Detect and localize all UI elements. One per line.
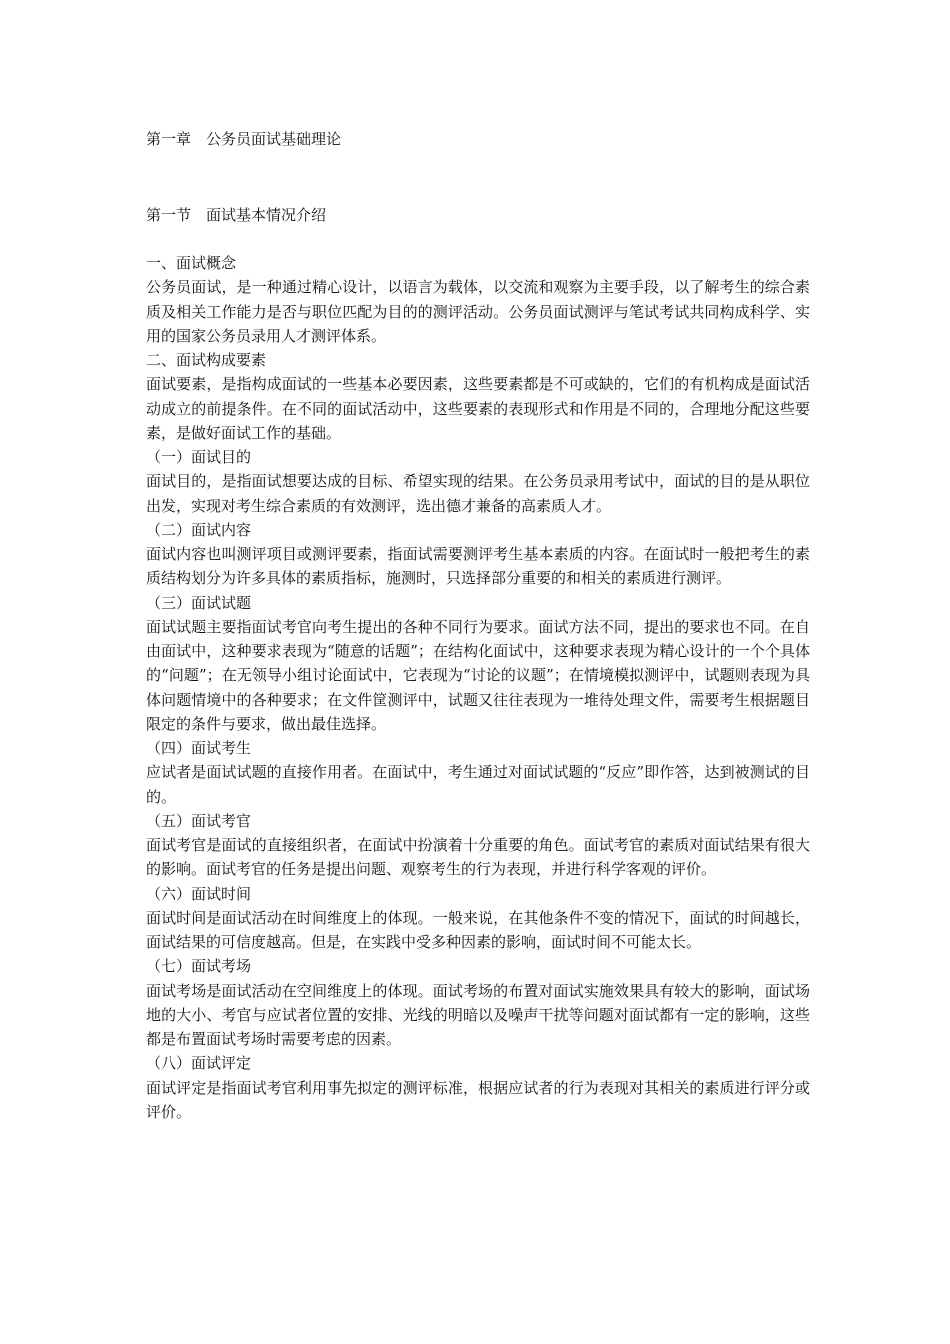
subsection-heading: （一）面试目的 xyxy=(146,448,252,466)
subsection-heading: （五）面试考官 xyxy=(146,811,252,830)
paragraph: 面试目的，是指面试想要达成的目标、希望实现的结果。在公务员录用考试中，面试的目的是从职位出发，实现对考生综合素质的有效测评，选出德才兼备的高素质人才。 xyxy=(146,472,810,515)
subsection-heading: （三）面试试题 xyxy=(146,593,252,612)
paragraph: 面试评定是指面试考官利用事先拟定的测评标准，根据应试者的行为表现对其相关的素质进行评分或评价。 xyxy=(146,1078,810,1121)
paragraph: 面试内容也叫测评项目或测评要素，指面试需要测评考生基本素质的内容。在面试时一般把考生的素质结构划分为许多具体的素质指标，施测时，只选择部分重要的和相关的素质进行测评。 xyxy=(146,545,810,588)
section-title: 第一节 面试基本情况介绍 xyxy=(146,206,327,224)
subsection-heading: （八）面试评定 xyxy=(146,1054,252,1073)
document-body xyxy=(146,251,810,1124)
paragraph: 应试者是面试试题的直接作用者。在面试中，考生通过对面试试题的“反应”即作答，达到被测试的目的。 xyxy=(146,763,810,806)
subsection-heading: （二）面试内容 xyxy=(146,520,252,539)
subsection-heading: （七）面试考场 xyxy=(146,957,252,976)
subsection-heading: （四）面试考生 xyxy=(146,739,252,757)
paragraph: 面试考官是面试的直接组织者，在面试中扮演着十分重要的角色。面试考官的素质对面试结果有很大的影响。面试考官的任务是提出问题、观察考生的行为表现，并进行科学客观的评价。 xyxy=(146,836,810,879)
subsection-heading: 二、面试构成要素 xyxy=(146,351,267,369)
subsection-heading: （六）面试时间 xyxy=(146,884,252,903)
paragraph: 面试试题主要指面试考官向考生提出的各种不同行为要求。面试方法不同，提出的要求也不同。在自由面试中，这种要求表现为“随意的话题”；在结构化面试中，这种要求表现为精心设计的一个个具体的“问题”；在无领导小组讨论面试中，它表现为“讨论的议题”；在情境模拟测评中，试题则表现为具体问题情境中的各种要求；在文件筐测评中，试题又往往表现为一堆待处理文件，需要考生根据题目限定的条件与要求，做出最佳选择。 xyxy=(146,617,810,733)
paragraph: 面试考场是面试活动在空间维度上的体现。面试考场的布置对面试实施效果具有较大的影响，面试场地的大小、考官与应试者位置的安排、光线的明暗以及噪声干扰等问题对面试都有一定的影响，这些都是布置面试考场时需要考虑的因素。 xyxy=(146,981,810,1048)
subsection-heading: 一、面试概念 xyxy=(146,254,237,272)
chapter-title: 第一章 公务员面试基础理论 xyxy=(146,130,342,148)
paragraph: 公务员面试，是一种通过精心设计，以语言为载体，以交流和观察为主要手段，以了解考生的综合素质及相关工作能力是否与职位匹配为目的的测评活动。公务员面试测评与笔试考试共同构成科学、实用的国家公务员录用人才测评体系。 xyxy=(146,278,810,345)
paragraph: 面试要素，是指构成面试的一些基本必要因素，这些要素都是不可或缺的，它们的有机构成是面试活动成立的前提条件。在不同的面试活动中，这些要素的表现形式和作用是不同的，合理地分配这些要素，是做好面试工作的基础。 xyxy=(146,375,810,442)
paragraph: 面试时间是面试活动在时间维度上的体现。一般来说，在其他条件不变的情况下，面试的时间越长，面试结果的可信度越高。但是，在实践中受多种因素的影响，面试时间不可能太长。 xyxy=(146,908,810,951)
